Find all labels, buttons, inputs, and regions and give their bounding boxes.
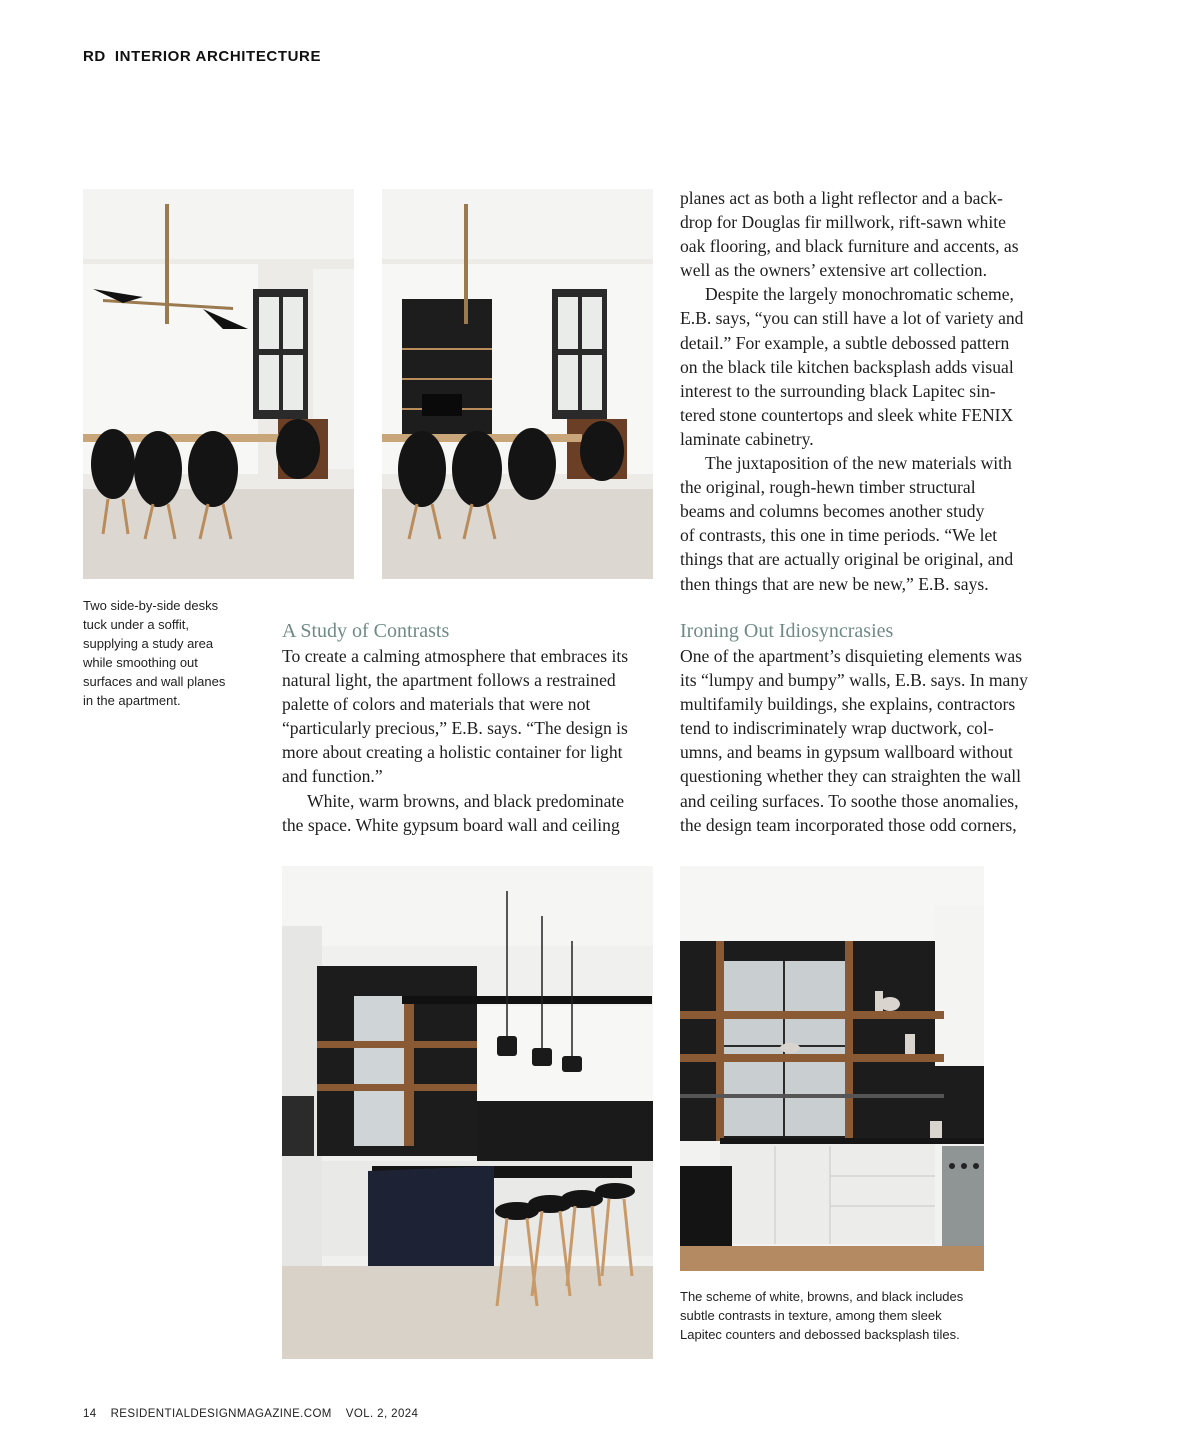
- caption-line: Lapitec counters and debossed backsplash tiles.: [680, 1327, 960, 1342]
- text-line: tend to indiscriminately wrap ductwork, col-: [680, 718, 994, 739]
- text-line: more about creating a holistic container for light: [282, 742, 623, 763]
- text-line: One of the apartment’s disquieting elements was: [680, 646, 1023, 666]
- text-line: White, warm browns, and black predominate: [307, 790, 625, 811]
- website-url: RESIDENTIALDESIGNMAGAZINE.COM: [110, 1408, 332, 1420]
- caption-line: supplying a study area: [83, 636, 214, 651]
- text-line: on the black tile kitchen backsplash adds visual: [680, 356, 1014, 377]
- article-column-right-top: [680, 186, 1023, 596]
- issue-volume: VOL. 2, 2024: [345, 1408, 419, 1420]
- text-line: the design team incorporated those odd corners,: [680, 814, 1017, 835]
- text-line: natural light, the apartment follows a restrained: [282, 670, 616, 691]
- text-line: laminate cabinetry.: [680, 428, 814, 449]
- caption-line: Two side-by-side desks: [83, 598, 219, 613]
- text-line: oak flooring, and black furniture and accents, as: [680, 236, 1019, 257]
- photo-dining-area: [83, 189, 354, 579]
- text-line: umns, and beams in gypsum wallboard without: [680, 742, 1013, 763]
- text-line: palette of colors and materials that were not: [282, 694, 591, 715]
- caption-line: The scheme of white, browns, and black includes: [680, 1289, 964, 1304]
- article-column-left: [282, 644, 628, 837]
- text-line: drop for Douglas fir millwork, rift-sawn white: [680, 212, 1006, 233]
- text-line: multifamily buildings, she explains, contractors: [680, 694, 1016, 715]
- page-number: 14: [83, 1408, 97, 1420]
- caption-line: subtle contrasts in texture, among them sleek: [680, 1308, 942, 1323]
- page-footer: [83, 1408, 432, 1420]
- subhead-study-of-contrasts: A Study of Contrasts: [282, 620, 450, 642]
- text-line: To create a calming atmosphere that embraces its: [282, 646, 629, 666]
- text-line: things that are actually original be original, and: [680, 549, 1014, 570]
- text-line: the original, rough-hewn timber structural: [680, 477, 976, 498]
- subhead-ironing-out: Ironing Out Idiosyncrasies: [680, 620, 894, 642]
- caption-line: while smoothing out: [83, 655, 198, 670]
- photo-open-cabinet: [382, 189, 653, 579]
- text-line: “particularly precious,” E.B. says. “The design is: [282, 718, 628, 739]
- photo-kitchen-island: [282, 866, 653, 1359]
- caption-desks: [83, 596, 225, 710]
- section-name: INTERIOR ARCHITECTURE: [114, 48, 322, 65]
- caption-line: in the apartment.: [83, 693, 181, 708]
- text-line: beams and columns becomes another study: [680, 501, 985, 522]
- text-line: and ceiling surfaces. To soothe those anomalies,: [680, 790, 1019, 811]
- text-line: of contrasts, this one in time periods. “We let: [680, 525, 998, 546]
- text-line: well as the owners’ extensive art collection.: [680, 260, 987, 281]
- text-line: interest to the surrounding black Lapitec sin-: [680, 380, 996, 401]
- text-line: then things that are new be new,” E.B. says.: [680, 573, 989, 594]
- caption-line: tuck under a soffit,: [83, 617, 189, 632]
- text-line: planes act as both a light reflector and a back-: [680, 188, 1003, 208]
- text-line: tered stone countertops and sleek white FENIX: [680, 404, 1014, 425]
- section-label: [83, 48, 321, 65]
- caption-line: surfaces and wall planes: [83, 674, 226, 689]
- text-line: The juxtaposition of the new materials with: [705, 453, 1012, 474]
- text-line: its “lumpy and bumpy” walls, E.B. says. In many: [680, 670, 1028, 691]
- text-line: and function.”: [282, 766, 383, 787]
- text-line: Despite the largely monochromatic scheme,: [705, 284, 1014, 305]
- magazine-abbrev: RD: [83, 48, 106, 65]
- article-column-right-bottom: [680, 644, 1028, 837]
- text-line: the space. White gypsum board wall and ceiling: [282, 814, 620, 835]
- text-line: questioning whether they can straighten the wall: [680, 766, 1022, 787]
- photo-kitchen-shelves: [680, 866, 984, 1271]
- text-line: detail.” For example, a subtle debossed pattern: [680, 332, 1010, 353]
- text-line: E.B. says, “you can still have a lot of variety and: [680, 308, 1024, 329]
- caption-kitchen: [680, 1287, 963, 1344]
